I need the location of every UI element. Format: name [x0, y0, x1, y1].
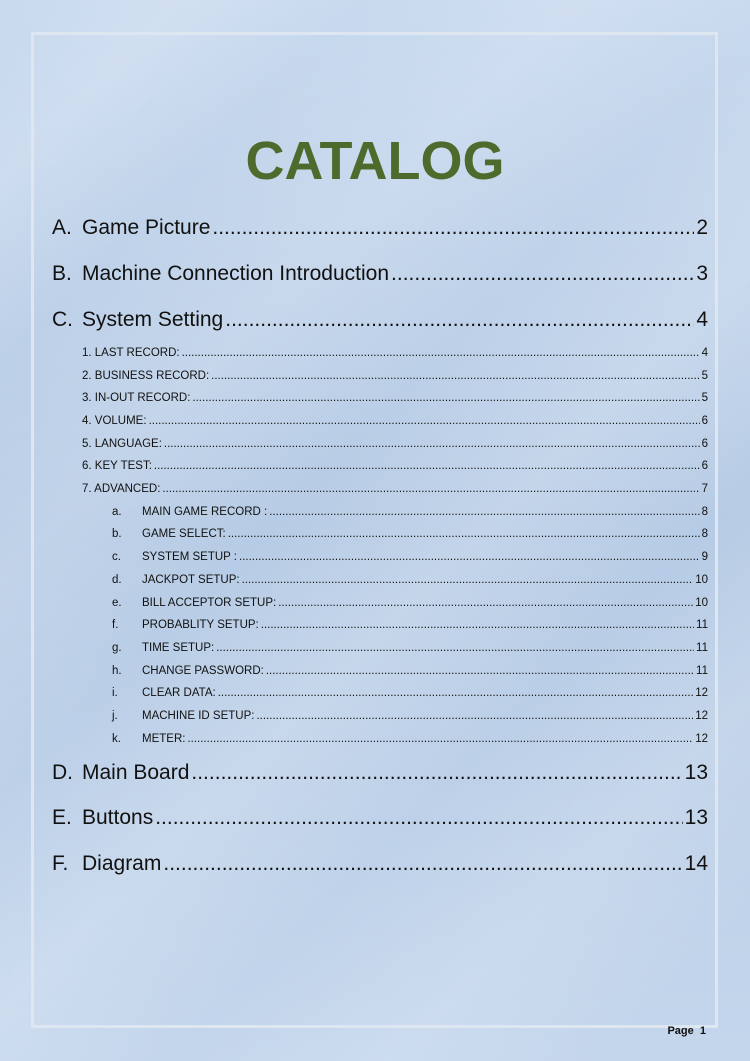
toc-subentry-page: 6 — [701, 415, 708, 427]
toc-entry-text: Game Picture — [82, 216, 211, 239]
toc-item-label: e. — [112, 597, 122, 609]
toc-entry-page: 13 — [684, 761, 708, 784]
toc-entry-main-board[interactable] — [52, 760, 708, 786]
toc-subentry-business-record[interactable] — [82, 369, 708, 384]
toc-entry-page: 13 — [684, 806, 708, 829]
toc-entry-label: E. — [52, 806, 72, 829]
toc-subentry-page: 7 — [701, 483, 708, 495]
toc-item-page: 11 — [696, 642, 708, 654]
toc-item-text: TIME SETUP: — [142, 642, 215, 654]
toc-item-bill-acceptor-setup[interactable] — [112, 596, 708, 611]
toc-item-text: GAME SELECT: — [142, 528, 226, 540]
toc-subentry-key-test[interactable] — [82, 459, 708, 474]
dot-leader — [228, 527, 700, 542]
toc-item-label: c. — [112, 551, 121, 563]
toc-entry-page: 4 — [696, 308, 708, 331]
toc-entry-buttons[interactable] — [52, 805, 708, 831]
toc-item-jackpot-setup[interactable] — [112, 573, 708, 588]
toc-entry-label: D. — [52, 761, 73, 784]
toc-item-page: 8 — [701, 528, 708, 540]
toc-item-label: k. — [112, 733, 121, 745]
toc-item-text: CLEAR DATA: — [142, 687, 216, 699]
dot-leader — [239, 550, 700, 565]
toc-subentry-page: 6 — [701, 460, 708, 472]
toc-item-clear-data[interactable] — [112, 686, 708, 701]
toc-subentry-text: 3. IN-OUT RECORD: — [82, 392, 191, 404]
toc-item-label: g. — [112, 642, 122, 654]
toc-item-text: MACHINE ID SETUP: — [142, 710, 255, 722]
toc-item-label: f. — [112, 619, 119, 631]
toc-item-page: 12 — [695, 733, 708, 745]
toc-item-text: JACKPOT SETUP: — [142, 574, 240, 586]
dot-leader — [212, 215, 694, 241]
toc-subentry-in-out-record[interactable] — [82, 391, 708, 406]
toc-subentry-text: 7. ADVANCED: — [82, 483, 161, 495]
toc-subentry-language[interactable] — [82, 437, 708, 452]
toc-item-text: CHANGE PASSWORD: — [142, 665, 264, 677]
dot-leader — [256, 709, 693, 724]
toc-entry-diagram[interactable] — [52, 851, 708, 877]
page-number: Page 1 — [667, 1025, 706, 1037]
toc-item-probablity-setup[interactable] — [112, 618, 708, 633]
dot-leader — [278, 596, 693, 611]
toc-item-machine-id-setup[interactable] — [112, 709, 708, 724]
toc-item-page: 10 — [695, 597, 708, 609]
toc-subentry-last-record[interactable] — [82, 346, 708, 361]
toc-subentry-page: 4 — [701, 347, 708, 359]
toc-item-page: 11 — [696, 619, 708, 631]
toc-entry-page: 3 — [696, 262, 708, 285]
dot-leader — [391, 261, 694, 287]
toc-entry-text: System Setting — [82, 308, 224, 331]
toc-item-page: 12 — [695, 710, 708, 722]
dot-leader — [149, 414, 700, 429]
toc-item-change-password[interactable] — [112, 664, 708, 679]
toc-item-game-select[interactable] — [112, 527, 708, 542]
toc-item-label: b. — [112, 528, 122, 540]
toc-subentry-text: 6. KEY TEST: — [82, 460, 152, 472]
toc-entry-label: A. — [52, 216, 72, 239]
toc-entry-page: 2 — [696, 216, 708, 239]
toc-item-label: i. — [112, 687, 118, 699]
dot-leader — [192, 391, 699, 406]
toc-item-label: a. — [112, 506, 122, 518]
toc-subentry-page: 5 — [701, 370, 708, 382]
toc-entry-label: B. — [52, 262, 72, 285]
dot-leader — [261, 618, 694, 633]
toc-item-label: d. — [112, 574, 122, 586]
toc-item-text: MAIN GAME RECORD : — [142, 506, 268, 518]
dot-leader — [187, 732, 693, 747]
toc-entry-page: 14 — [684, 852, 708, 875]
toc-entry-label: C. — [52, 308, 73, 331]
toc-entry-game-picture[interactable] — [52, 215, 708, 241]
toc-subentry-text: 5. LANGUAGE: — [82, 438, 162, 450]
dot-leader — [211, 369, 699, 384]
dot-leader — [154, 459, 700, 474]
toc-item-text: BILL ACCEPTOR SETUP: — [142, 597, 277, 609]
toc-item-text: PROBABLITY SETUP: — [142, 619, 259, 631]
toc-item-system-setup[interactable] — [112, 550, 708, 565]
dot-leader — [216, 641, 694, 656]
toc-subentry-volume[interactable] — [82, 414, 708, 429]
toc-entry-text: Diagram — [82, 852, 162, 875]
toc-subentry-text: 2. BUSINESS RECORD: — [82, 370, 210, 382]
toc-entry-text: Main Board — [82, 761, 190, 784]
dot-leader — [218, 686, 694, 701]
toc-item-page: 11 — [696, 665, 708, 677]
toc-subentry-advanced[interactable] — [82, 482, 708, 497]
toc-item-page: 9 — [701, 551, 708, 563]
dot-leader — [164, 437, 700, 452]
toc-item-meter[interactable] — [112, 732, 708, 747]
toc-entry-system-setting[interactable] — [52, 307, 708, 333]
toc-entry-text: Buttons — [82, 806, 154, 829]
toc-item-page: 8 — [701, 506, 708, 518]
dot-leader — [266, 664, 694, 679]
toc-entry-label: F. — [52, 852, 69, 875]
toc-item-text: SYSTEM SETUP : — [142, 551, 238, 563]
toc-item-page: 10 — [695, 574, 708, 586]
toc-item-label: h. — [112, 665, 122, 677]
toc-item-text: METER: — [142, 733, 186, 745]
toc-item-main-game-record[interactable] — [112, 505, 708, 520]
dot-leader — [225, 307, 694, 333]
dot-leader — [162, 482, 699, 497]
toc-item-label: j. — [112, 710, 118, 722]
dot-leader — [242, 573, 694, 588]
toc-subentry-page: 5 — [701, 392, 708, 404]
toc-subentry-page: 6 — [701, 438, 708, 450]
dot-leader — [182, 346, 700, 361]
toc-item-time-setup[interactable] — [112, 641, 708, 656]
toc-entry-machine-connection[interactable] — [52, 261, 708, 287]
dot-leader — [269, 505, 699, 520]
toc-subentry-text: 1. LAST RECORD: — [82, 347, 180, 359]
toc-subentry-text: 4. VOLUME: — [82, 415, 147, 427]
dot-leader — [155, 805, 682, 831]
dot-leader — [191, 760, 682, 786]
catalog-title: CATALOG — [245, 131, 505, 191]
toc-item-page: 12 — [695, 687, 708, 699]
toc-entry-text: Machine Connection Introduction — [82, 262, 390, 285]
dot-leader — [163, 851, 682, 877]
